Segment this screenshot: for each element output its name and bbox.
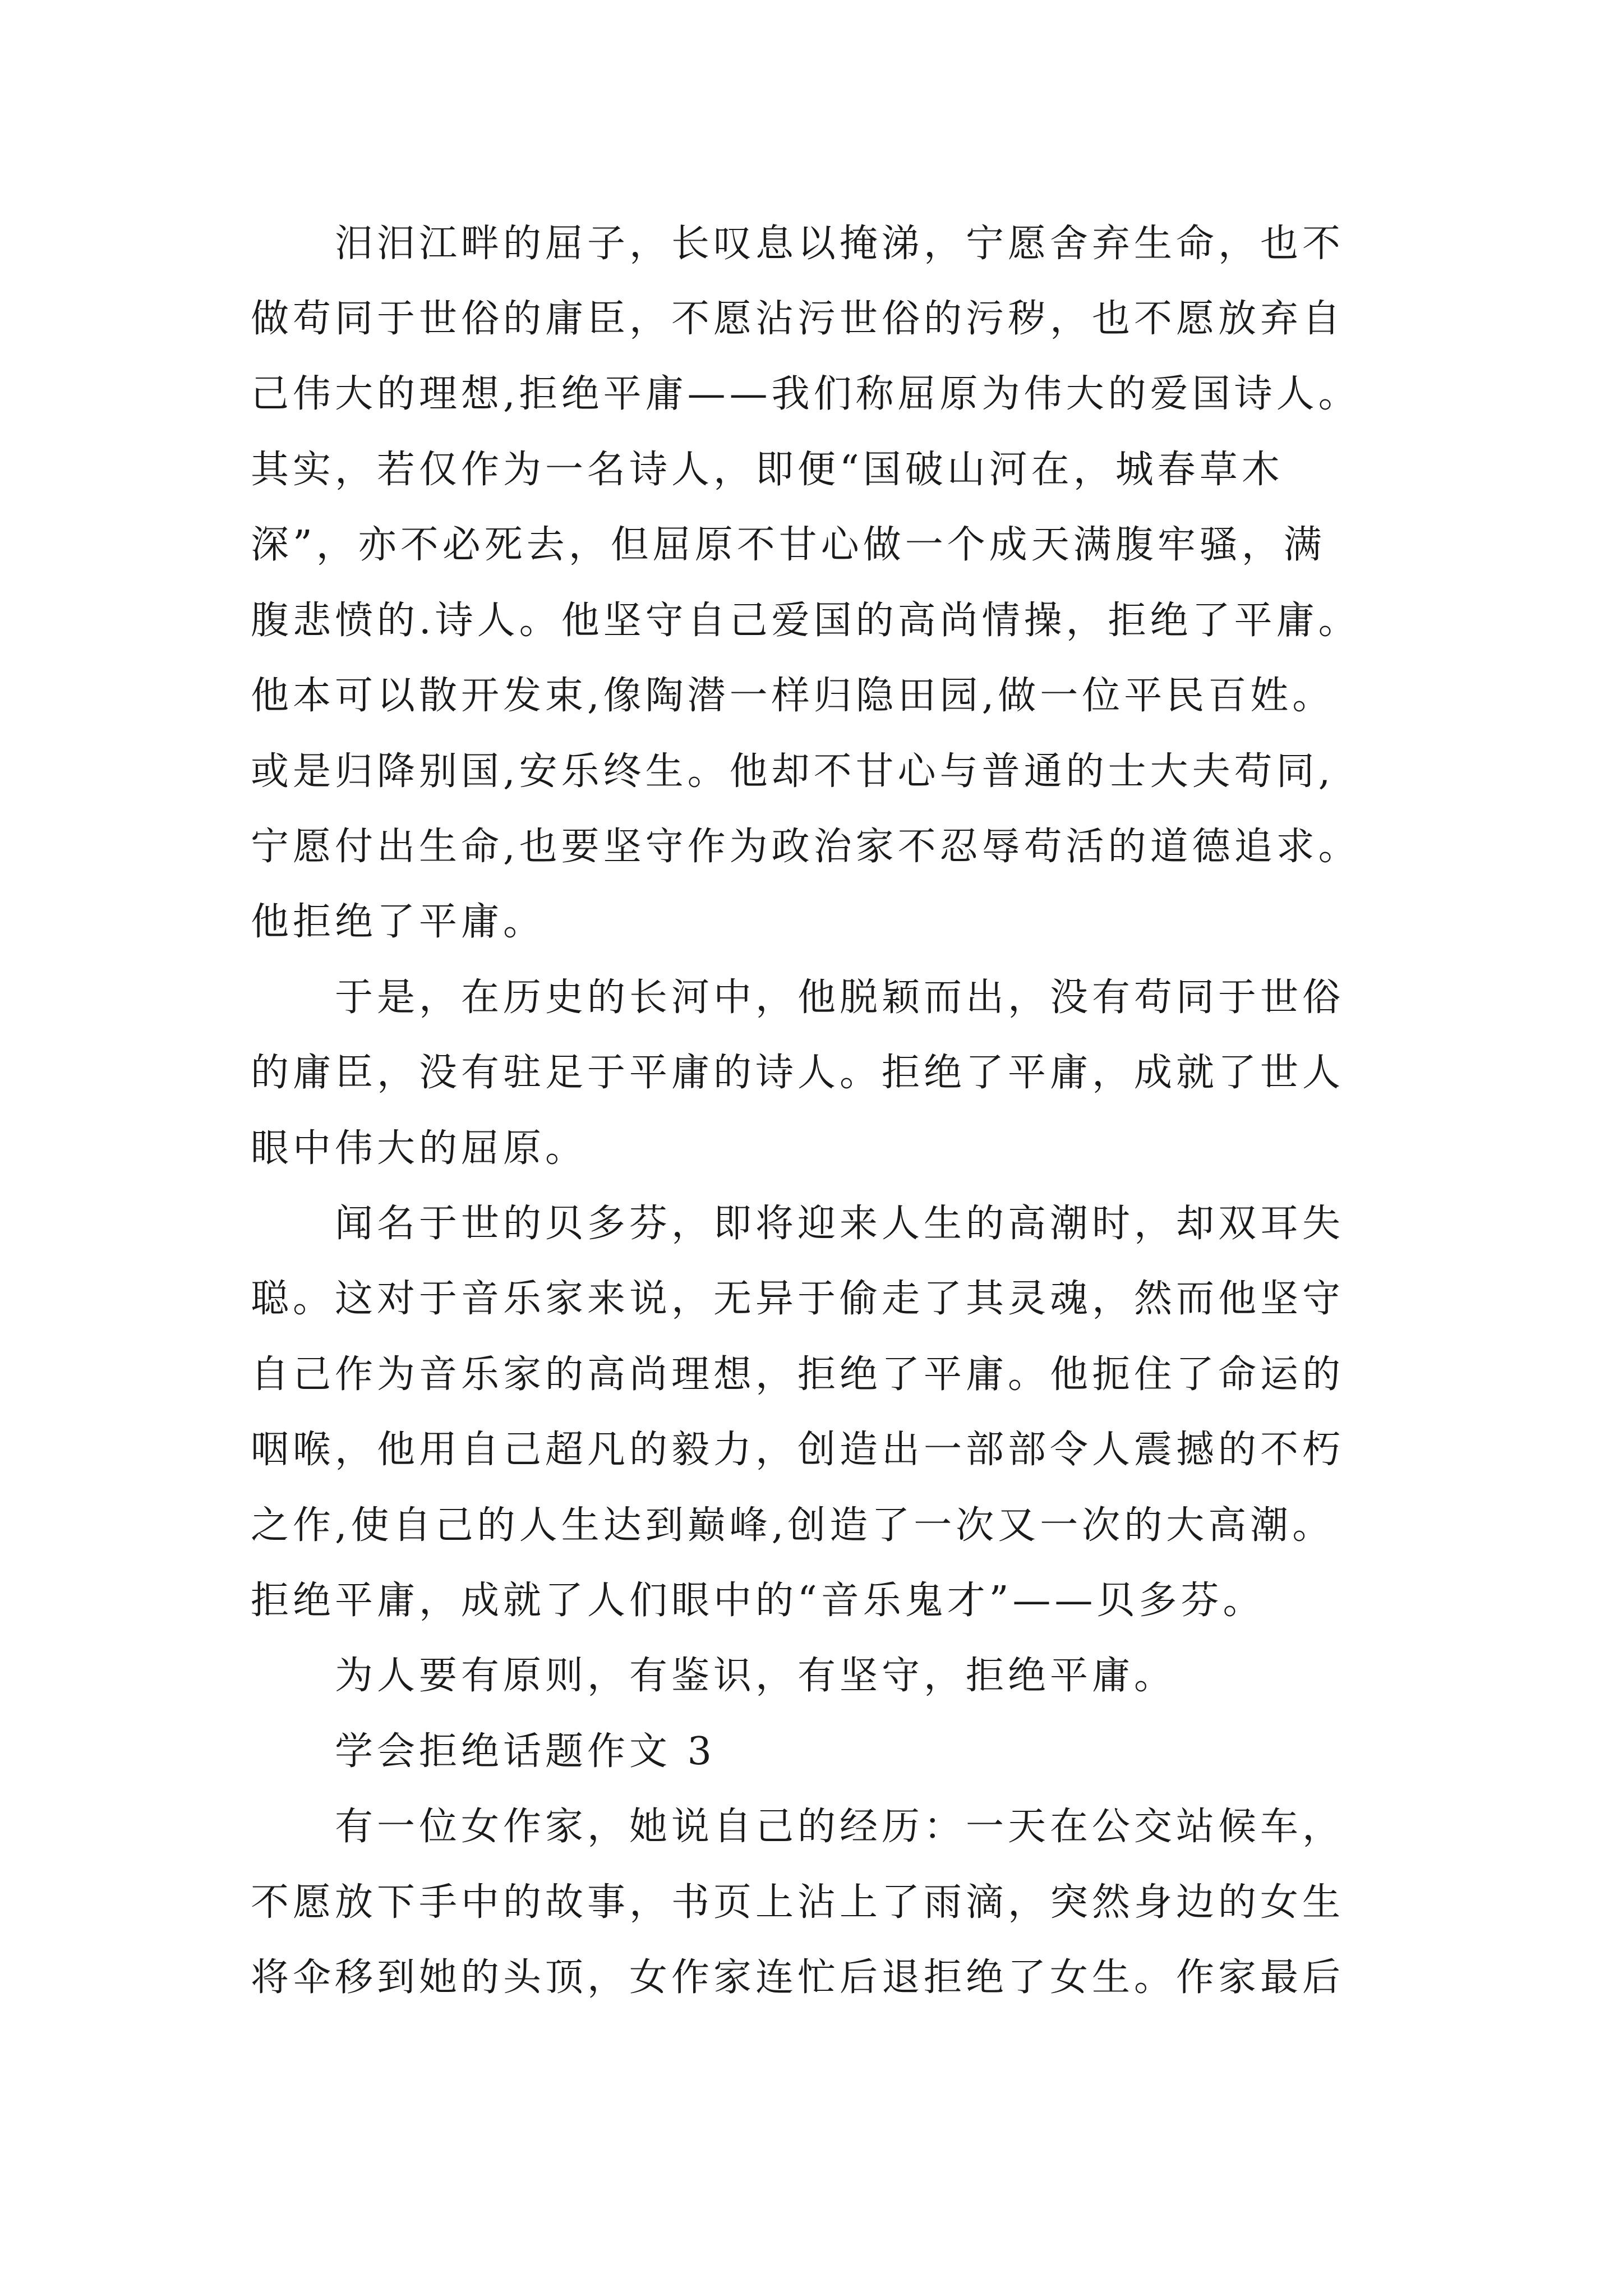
text-line: 做苟同于世俗的庸臣，不愿沾污世俗的污秽，也不愿放弃自 [251,297,1345,341]
text-line: 将伞移到她的头顶，女作家连忙后退拒绝了女生。作家最后 [251,1955,1345,2000]
text-line: 有一位女作家，她说自己的经历：一天在公交站候车， [335,1805,1345,1849]
text-line: 自己作为音乐家的高尚理想，拒绝了平庸。他扼住了命运的 [251,1352,1345,1397]
text-line: 于是，在历史的长河中，他脱颖而出，没有苟同于世俗 [335,976,1345,1020]
text-line: 不愿放下手中的故事，书页上沾上了雨滴，突然身边的女生 [251,1880,1345,1925]
text-line: 的庸臣，没有驻足于平庸的诗人。拒绝了平庸，成就了世人 [251,1051,1345,1095]
text-line: 深”，亦不必死去，但屈原不甘心做一个成天满腹牢骚，满 [251,523,1326,567]
text-line: 其实，若仅作为一名诗人，即便“国破山河在，城春草木 [251,448,1284,492]
text-line: 闻名于世的贝多芬，即将迎来人生的高潮时，却双耳失 [335,1202,1345,1246]
text-line: 为人要有原则，有鉴识，有坚守，拒绝平庸。 [335,1654,1177,1698]
section-heading: 学会拒绝话题作文 3 [335,1729,716,1774]
text-line: 拒绝平庸，成就了人们眼中的“音乐鬼才”——贝多芬。 [251,1579,1265,1623]
text-line: 咽喉，他用自己超凡的毅力，创造出一部部令人震撼的不朽 [251,1428,1345,1472]
text-line: 腹悲愤的.诗人。他坚守自己爱国的高尚情操，拒绝了平庸。 [251,599,1361,643]
text-line: 汨汨江畔的屈子，长叹息以掩涕，宁愿舍弃生命，也不 [335,222,1345,266]
text-line: 他拒绝了平庸。 [251,900,546,944]
text-line: 他本可以散开发束,像陶潜一样归隐田园,做一位平民百姓。 [251,674,1335,718]
text-line: 聪。这对于音乐家来说，无异于偷走了其灵魂，然而他坚守 [251,1277,1345,1321]
text-line: 眼中伟大的屈原。 [251,1126,588,1171]
text-line: 宁愿付出生命,也要坚守作为政治家不忍辱苟活的道德追求。 [251,825,1361,869]
text-line: 之作,使自己的人生达到巅峰,创造了一次又一次的大高潮。 [251,1503,1335,1548]
text-line: 或是归降别国,安乐终生。他却不甘心与普通的士大夫苟同, [251,749,1335,794]
text-line: 己伟大的理想,拒绝平庸——我们称屈原为伟大的爱国诗人。 [251,372,1361,416]
